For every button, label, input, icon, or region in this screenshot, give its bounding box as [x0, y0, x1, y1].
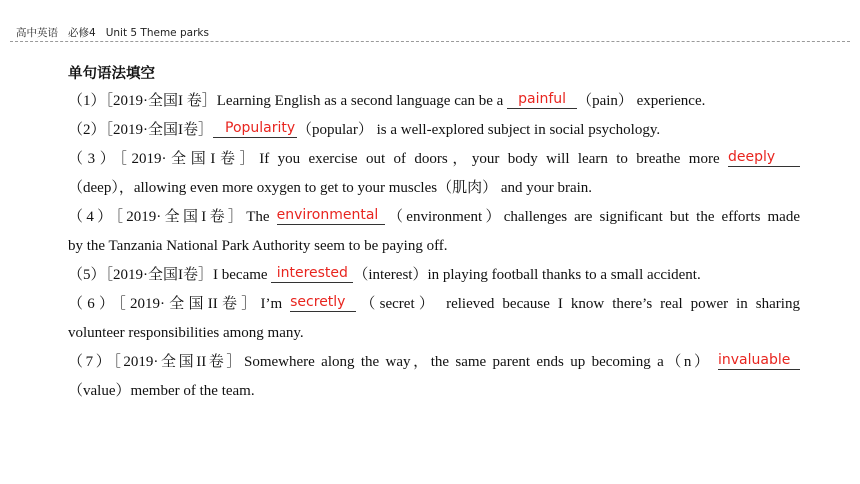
item-text: （popular） is a well-explored subject in social psychology.: [297, 122, 661, 138]
item-number: （5）: [68, 267, 106, 283]
exercise-item-2: [68, 119, 800, 141]
exercise-item-4-continued: by the Tanzania National Park Authority seem to be paying off.: [68, 238, 448, 254]
exercise-item-5: [68, 264, 800, 286]
exercise-item-6: [68, 293, 800, 315]
header-course: 高中英语: [16, 27, 58, 39]
exercise-title: 单句语法填空: [68, 66, 155, 82]
item-number: （6）: [68, 296, 119, 312]
item-source: ［2019·全国I卷］: [105, 267, 214, 283]
answer-text: deeply: [727, 149, 776, 165]
answer-blank: [271, 266, 353, 283]
header-book: 必修4: [68, 27, 96, 39]
item-text: I became: [213, 267, 272, 283]
exercise-item-1: [68, 90, 800, 112]
answer-blank: [507, 92, 577, 109]
header-divider: [10, 41, 850, 42]
exercise-item-7: [68, 351, 800, 373]
answer-blank: [718, 353, 800, 370]
header: [16, 25, 209, 40]
answer-text: environmental: [276, 207, 379, 223]
item-text: If you exercise out of doors，your body will learn to breathe more: [259, 151, 728, 167]
exercise-item-3: [68, 148, 800, 170]
exercise-item-7-continued: （value）member of the team.: [68, 383, 255, 399]
answer-text: interested: [276, 265, 348, 281]
exercise-item-6-continued: volunteer responsibilities among many.: [68, 325, 304, 341]
item-number: （7）: [68, 354, 114, 370]
item-text: Learning English as a second language can be a: [216, 93, 508, 109]
exercise-item-3-continued: （deep），allowing even more oxygen to get to your muscles（肌肉） and your brain.: [68, 180, 593, 196]
item-source: ［2019·全国I 卷］: [105, 93, 217, 109]
answer-blank: [728, 150, 800, 167]
answer-text: Popularity: [225, 120, 296, 136]
item-text: （environment）challenges are significant but the efforts made: [384, 209, 800, 225]
item-text: Somewhere along the way，the same parent ends up becoming a（n）: [244, 354, 718, 370]
item-number: （3）: [68, 151, 120, 167]
answer-blank: [290, 295, 356, 312]
item-source: ［2019·全国I卷］: [105, 122, 214, 138]
item-text: （interest）in playing football thanks to a small accident.: [353, 267, 701, 283]
item-text: The: [246, 209, 277, 225]
item-number: （4）: [68, 209, 116, 225]
answer-text: painful: [518, 91, 567, 107]
item-number: （1）: [68, 93, 106, 109]
answer-text: secretly: [290, 294, 346, 310]
answer-blank: [213, 121, 297, 138]
item-source: ［2019·全国I卷］: [119, 151, 260, 167]
item-number: （2）: [68, 122, 106, 138]
item-text: I’m: [260, 296, 291, 312]
answer-blank: [277, 208, 385, 225]
header-unit: Unit 5 Theme parks: [105, 27, 209, 39]
answer-text: invaluable: [717, 352, 791, 368]
item-source: ［2019·全国II卷］: [113, 354, 244, 370]
item-source: ［2019·全国II卷］: [118, 296, 261, 312]
item-text: （pain） experience.: [577, 93, 706, 109]
item-source: ［2019·全国I卷］: [115, 209, 247, 225]
item-text: （secret） relieved because I know there’s real power in sharing: [356, 296, 800, 312]
exercise-item-4: [68, 206, 800, 228]
